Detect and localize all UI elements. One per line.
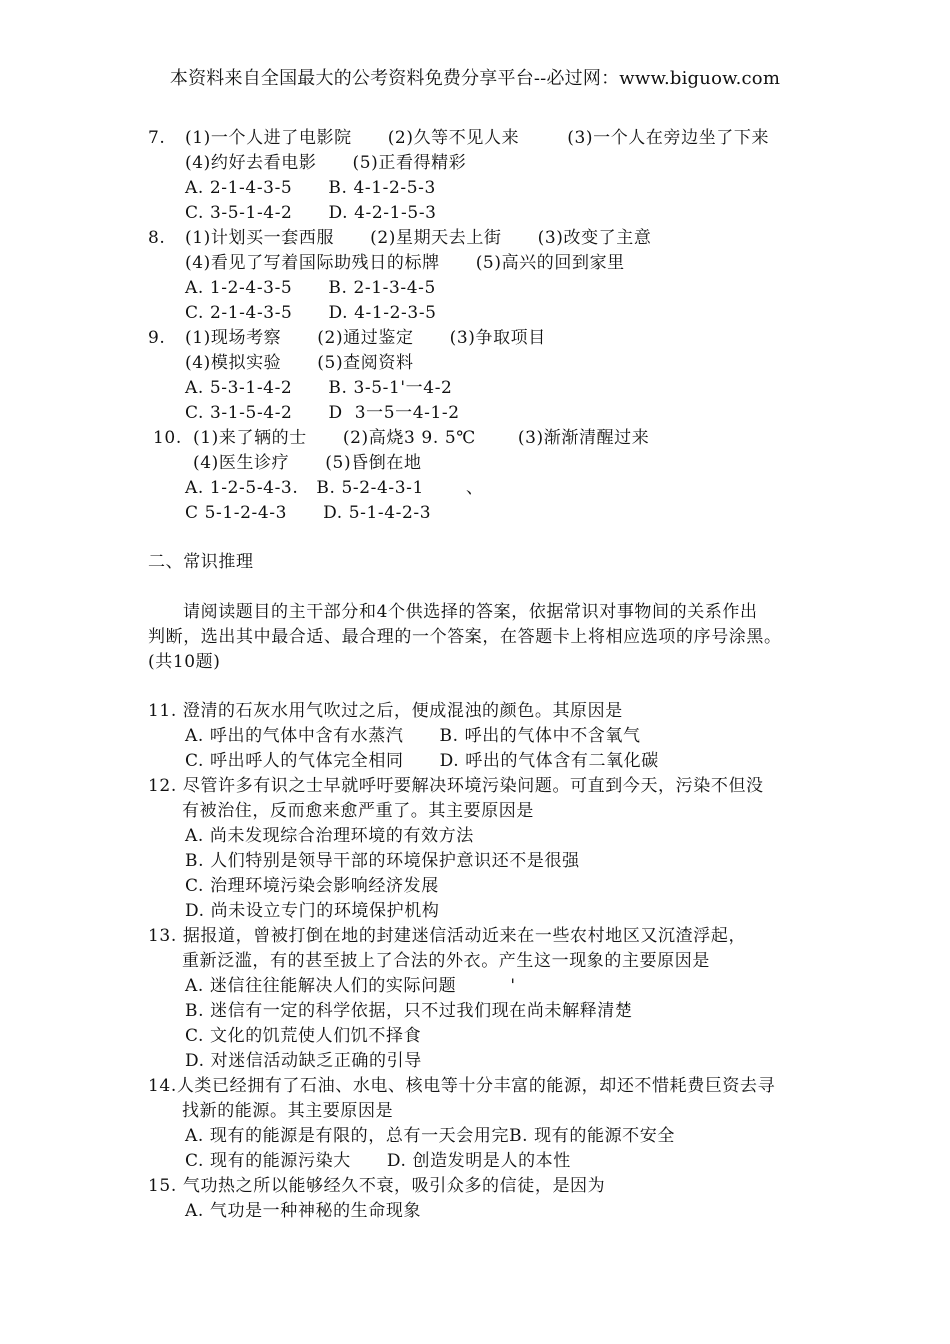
- question-10-options-line2: C 5-1-2-4-3 D. 5-1-4-2-3: [185, 503, 432, 523]
- question-13-stem-line2: 重新泛滥，有的甚至披上了合法的外衣。产生这一现象的主要原因是: [182, 951, 710, 971]
- question-7-options-line1: A. 2-1-4-3-5 B. 4-1-2-5-3: [185, 178, 436, 198]
- question-9-items-line2: (4)模拟实验 (5)查阅资料: [185, 353, 414, 373]
- question-13-option-b: B. 迷信有一定的科学依据，只不过我们现在尚未解释清楚: [185, 1001, 633, 1021]
- question-14-options-line1: A. 现有的能源是有限的，总有一天会用完B. 现有的能源不安全: [185, 1126, 675, 1146]
- question-13-option-a: A. 迷信往往能解决人们的实际问题 ': [185, 976, 516, 996]
- question-12-option-d: D. 尚未设立专门的环境保护机构: [185, 901, 440, 921]
- question-10-items-line1: (1)来了辆的士 (2)高烧3 9. 5℃ (3)渐渐清醒过来: [193, 428, 650, 448]
- section-title: 二、常识推理: [148, 552, 254, 572]
- question-9-items-line1: (1)现场考察 (2)通过鉴定 (3)争取项目: [185, 328, 546, 348]
- question-13-option-c: C. 文化的饥荒使人们饥不择食: [185, 1026, 422, 1046]
- question-13-stem-line1: 13. 据报道，曾被打倒在地的封建迷信活动近来在一些农村地区又沉渣浮起，: [148, 926, 747, 946]
- question-12-option-c: C. 治理环境污染会影响经济发展: [185, 876, 439, 896]
- question-10-options-line1: A. 1-2-5-4-3. B. 5-2-4-3-1 、: [185, 478, 484, 498]
- question-8-items-line1: (1)计划买一套西服 (2)星期天去上街 (3)改变了主意: [185, 228, 652, 248]
- question-9-options-line2: C. 3-1-5-4-2 D 3一5一4-1-2: [185, 403, 460, 423]
- question-7-items-line2: (4)约好去看电影 (5)正看得精彩: [185, 153, 467, 173]
- question-12-option-b: B. 人们特别是领导干部的环境保护意识还不是很强: [185, 851, 580, 871]
- question-9-options-line1: A. 5-3-1-4-2 B. 3-5-1'一4-2: [185, 378, 453, 398]
- question-11-stem: 11. 澄清的石灰水用气吹过之后，便成混浊的颜色。其原因是: [148, 701, 623, 721]
- question-12-option-a: A. 尚未发现综合治理环境的有效方法: [185, 826, 474, 846]
- question-7-options-line2: C. 3-5-1-4-2 D. 4-2-1-5-3: [185, 203, 437, 223]
- question-11-options-line1: A. 呼出的气体中含有水蒸汽 B. 呼出的气体中不含氧气: [185, 726, 641, 746]
- question-8-options-line2: C. 2-1-4-3-5 D. 4-1-2-3-5: [185, 303, 437, 323]
- question-11-options-line2: C. 呼出呼人的气体完全相同 D. 呼出的气体含有二氧化碳: [185, 751, 659, 771]
- instruction-line-1: 请阅读题目的主干部分和4个供选择的答案，依据常识对事物间的关系作出: [183, 602, 758, 622]
- question-14-stem-line1: 14.人类已经拥有了石油、水电、核电等十分丰富的能源，却还不惜耗费巨资去寻: [148, 1076, 776, 1096]
- question-10-items-line2: (4)医生诊疗 (5)昏倒在地: [193, 453, 422, 473]
- question-12-stem-line2: 有被治住，反而愈来愈严重了。其主要原因是: [182, 801, 534, 821]
- question-14-stem-line2: 找新的能源。其主要原因是: [182, 1101, 394, 1121]
- question-14-options-line2: C. 现有的能源污染大 D. 创造发明是人的本性: [185, 1151, 571, 1171]
- question-8-options-line1: A. 1-2-4-3-5 B. 2-1-3-4-5: [185, 278, 436, 298]
- question-13-option-d: D. 对迷信活动缺乏正确的引导: [185, 1051, 422, 1071]
- question-12-stem-line1: 12. 尽管许多有识之士早就呼吁要解决环境污染问题。可直到今天，污染不但没: [148, 776, 764, 796]
- question-10-number: 10.: [153, 428, 182, 448]
- instruction-line-3: (共10题): [148, 652, 221, 672]
- instruction-line-2: 判断，选出其中最合适、最合理的一个答案，在答题卡上将相应选项的序号涂黑。: [148, 627, 782, 647]
- question-7-number: 7.: [148, 128, 166, 148]
- question-8-number: 8.: [148, 228, 166, 248]
- question-15-option-a: A. 气功是一种神秘的生命现象: [185, 1201, 422, 1221]
- question-9-number: 9.: [148, 328, 166, 348]
- question-15-stem: 15. 气功热之所以能够经久不衰，吸引众多的信徒，是因为: [148, 1176, 606, 1196]
- page-header: 本资料来自全国最大的公考资料免费分享平台--必过网：www.biguow.com: [169, 68, 781, 89]
- question-8-items-line2: (4)看见了写着国际助残日的标牌 (5)高兴的回到家里: [185, 253, 625, 273]
- question-7-items-line1: (1)一个人进了电影院 (2)久等不见人来 (3)一个人在旁边坐了下来: [185, 128, 770, 148]
